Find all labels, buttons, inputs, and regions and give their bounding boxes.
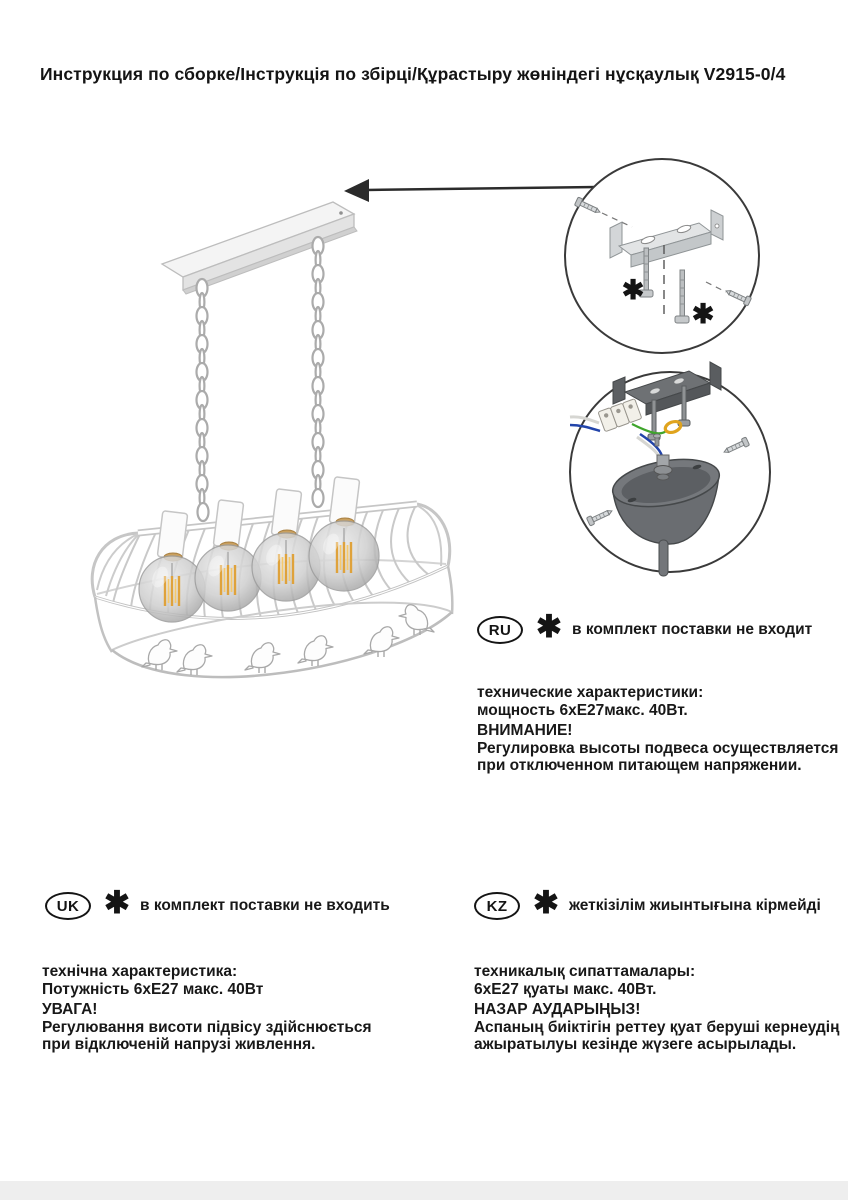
ru-specs (477, 684, 838, 775)
warning-title: ВНИМАНИЕ! (477, 722, 573, 740)
warning-line: ажыратылуы кезінде жүзеге асырылады. (474, 1036, 797, 1054)
not-included-note-uk: в комплект поставки не входить (139, 897, 390, 914)
bulbs (139, 477, 379, 622)
lang-badge-ru: RU (477, 616, 523, 644)
spec-line: технічна характеристика: (42, 963, 238, 980)
warning-line: Регулювання висоти підвісу здійснюється (42, 1018, 372, 1036)
ceiling-plate (162, 202, 357, 294)
mounting-bracket-diagram (565, 159, 759, 353)
kz-specs (474, 963, 839, 1054)
bulb-3 (252, 533, 320, 601)
bird-2 (177, 645, 212, 675)
bulb-4 (309, 521, 379, 591)
bulb-socket-2 (213, 500, 243, 550)
bird-6 (399, 605, 434, 635)
bird-4 (298, 636, 333, 666)
uk-section-header (45, 884, 390, 920)
spec-line: Потужність 6хЕ27 макс. 40Вт (42, 980, 264, 998)
not-included-note-kz: жеткізілім жиынтығына кірмейді (568, 897, 821, 914)
ru-section-header (477, 608, 813, 644)
footer-bar (0, 1181, 848, 1200)
kz-section-header (474, 884, 821, 920)
bird-5 (364, 627, 399, 657)
warning-title: НАЗАР АУДАРЫҢЫЗ! (474, 1001, 641, 1019)
not-included-asterisk: ✱ (533, 884, 559, 920)
uk-specs (42, 963, 372, 1054)
pointer-arrow (344, 179, 597, 202)
bulb-2 (195, 545, 261, 611)
spec-line: 6хЕ27 қуаты макс. 40Вт. (474, 980, 657, 998)
power-cord (659, 540, 668, 576)
spec-line: техникалық сипаттамалары: (474, 963, 696, 980)
lang-badge-kz: KZ (474, 892, 520, 920)
chain-right (313, 237, 324, 507)
spec-line: технические характеристики: (477, 684, 704, 701)
bird-1 (142, 640, 177, 670)
warning-title: УВАГА! (42, 1001, 98, 1019)
warning-line: Аспаның биіктігін реттеу қуат беруші кернеудің (474, 1018, 840, 1036)
not-included-note-ru: в комплект поставки не входит (571, 621, 813, 638)
bulb-socket-1 (157, 511, 187, 561)
pendant-lamp-illustration (92, 202, 452, 677)
page-title: Инструкция по сборке/Інструкція по збірці/Құрастыру жөніндегі нұсқаулық V2915-0/4 (40, 64, 786, 84)
plate-hole (339, 211, 343, 215)
not-included-asterisk: ✱ (621, 275, 645, 305)
not-included-asterisk: ✱ (104, 884, 130, 920)
not-included-asterisk: ✱ (691, 299, 715, 329)
canopy-wiring-diagram (570, 362, 770, 576)
bulb-1 (139, 556, 205, 622)
warning-line: при отключенном питающем напряжении. (477, 757, 802, 775)
bird-3 (245, 643, 280, 673)
bulb-socket-3 (271, 489, 301, 538)
warning-line: Регулировка высоты подвеса осуществляется (477, 739, 839, 757)
bulb-socket-4 (329, 477, 359, 526)
spec-line: мощность 6хЕ27макс. 40Вт. (477, 701, 688, 719)
lang-badge-uk: UK (45, 892, 91, 920)
chain-left (197, 279, 209, 521)
warning-line: при відключеній напрузі живлення. (42, 1036, 316, 1054)
not-included-asterisk: ✱ (536, 608, 562, 644)
